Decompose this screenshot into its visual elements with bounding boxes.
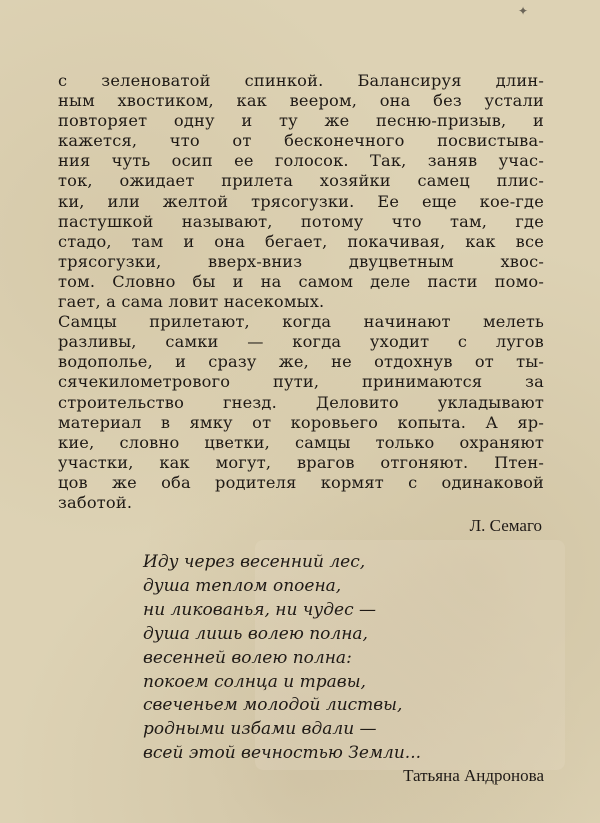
article-line: ным хвостиком, как веером, она без устали <box>58 91 544 111</box>
article-line: водополье, и сразу же, не отдохнув от ты- <box>58 352 544 372</box>
article-line: пастушкой называют, потому что там, где <box>58 211 544 231</box>
article-line: ки, или желтой трясогузки. Ее еще кое-где <box>58 191 544 211</box>
article-line: Самцы прилетают, когда начинают мелеть <box>58 312 544 332</box>
article-line: сячекилометрового пути, принимаются за <box>58 372 544 392</box>
article-line: гает, а сама ловит насекомых. <box>58 292 325 312</box>
poem-line: родными избами вдали — <box>143 719 377 740</box>
poem-line: свеченьем молодой листвы, <box>143 695 403 716</box>
poem-line: душа лишь волею полна, <box>143 623 368 644</box>
poem-line: покоем солнца и травы, <box>143 671 366 692</box>
article-line: разливы, самки — когда уходит с лугов <box>58 332 544 352</box>
poem-author: Татьяна Андронова <box>403 766 544 785</box>
corner-mark: ✦ <box>518 4 529 18</box>
article-line: стадо, там и она бегает, покачивая, как все <box>58 231 544 251</box>
article-text <box>58 71 544 513</box>
poem-line: всей этой вечностью Земли... <box>143 743 422 764</box>
article-line: заботой. <box>58 492 133 512</box>
article-line: материал в ямку от коровьего копыта. А яр- <box>58 412 544 432</box>
poem-line: Иду через весенний лес, <box>143 552 366 572</box>
poem <box>143 551 421 766</box>
article-line: ток, ожидает прилета хозяйки самец плис- <box>58 171 544 191</box>
poem-line: ни ликованья, ни чудес — <box>143 599 377 620</box>
article-line: участки, как могут, врагов отгоняют. Птен- <box>58 452 544 472</box>
article-author: Л. Семаго <box>469 516 542 535</box>
article-line: кие, словно цветки, самцы только охраняют <box>58 432 544 452</box>
article-line: трясогузки, вверх-вниз двуцветным хвос- <box>58 251 544 271</box>
article-line: ния чуть осип ее голосок. Так, заняв учас- <box>58 151 544 171</box>
poem-line: весенней волею полна: <box>143 647 352 668</box>
article-line: цов же оба родителя кормят с одинаковой <box>58 472 544 492</box>
article-line: повторяет одну и ту же песню-призыв, и <box>58 111 544 131</box>
poem-line: душа теплом опоена, <box>143 575 342 596</box>
article-line: том. Словно бы и на самом деле пасти помо- <box>58 271 544 291</box>
article-line: кажется, что от бесконечного посвистыва- <box>58 131 544 151</box>
article-line: строительство гнезд. Деловито укладывают <box>58 392 544 412</box>
article-line: с зеленоватой спинкой. Балансируя длин- <box>58 71 544 90</box>
